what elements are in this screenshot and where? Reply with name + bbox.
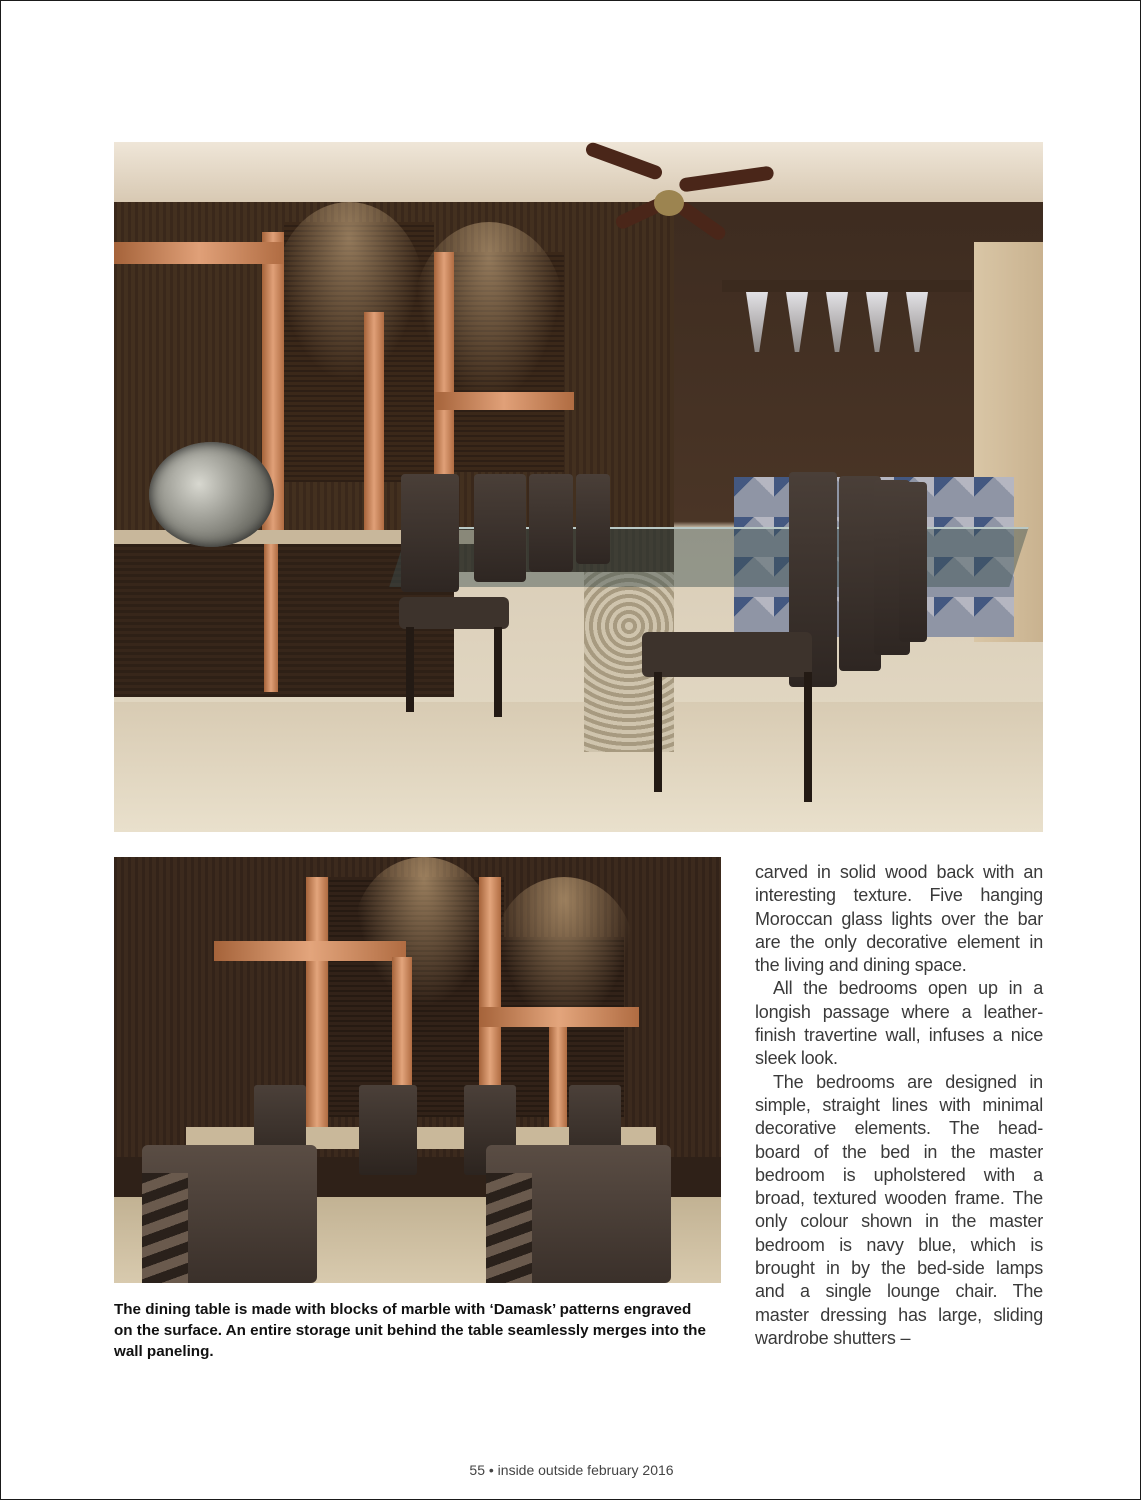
publication-name: inside outside february 2016	[497, 1462, 674, 1478]
chair-back	[474, 474, 526, 582]
chair-back	[401, 474, 459, 592]
pendant-light-bar	[722, 280, 972, 292]
carved-chair-back	[142, 1173, 188, 1283]
body-paragraph: The bedrooms are designed in simple, straight lines with minimal decorative elements. The head-board of the bed in the master bedroom is upholstered with a broad, textured wooden frame. The only colour shown in the master bedroom is navy blue, which is brought in by the bed-side lamps and a single lounge chair. The master dressing has large, sliding wardrobe shutters –	[755, 1071, 1043, 1348]
chair-seat	[642, 632, 812, 677]
page-footer	[1, 1462, 1141, 1478]
copper-strip	[114, 242, 284, 264]
ceiling	[114, 142, 1043, 202]
footer-separator: •	[488, 1462, 494, 1478]
copper-strip	[434, 392, 574, 410]
mosaic-vase	[149, 442, 274, 547]
chair-back	[529, 474, 573, 572]
photo-caption: The dining table is made with blocks of marble with ‘Damask’ patterns engraved on the surface. An entire storage unit behind the table seamlessly merges into the wall paneling.	[114, 1301, 706, 1360]
moroccan-glass-light	[746, 292, 768, 352]
dining-detail-photo	[114, 857, 721, 1283]
chair-leg	[804, 672, 812, 802]
chair-back	[576, 474, 610, 564]
copper-strip	[549, 1027, 567, 1127]
body-paragraph: carved in solid wood back with an interesting texture. Five hanging Moroccan glass lights over the bar are the only decorative element in the living and dining space.	[755, 862, 1043, 976]
chair-seat	[399, 597, 509, 629]
spotlight-glow	[354, 857, 494, 1007]
moroccan-glass-light	[906, 292, 928, 352]
dining-room-photo	[114, 142, 1043, 832]
copper-strip	[306, 877, 328, 1127]
moroccan-glass-light	[826, 292, 848, 352]
marble-floor	[114, 702, 1043, 832]
copper-strip	[479, 1007, 639, 1027]
article-body	[755, 861, 1043, 1350]
chair-leg	[494, 627, 502, 717]
spotlight-glow	[494, 877, 634, 1027]
carved-chair-back	[486, 1173, 532, 1283]
copper-strip	[214, 941, 406, 961]
copper-strip	[364, 312, 384, 532]
chair-back	[899, 482, 927, 642]
page-number: 55	[469, 1462, 485, 1478]
chair-leg	[654, 672, 662, 792]
copper-strip	[264, 542, 278, 692]
body-paragraph: All the bedrooms open up in a longish passage where a leather-finish travertine wall, infuses a nice sleek look.	[755, 978, 1043, 1069]
moroccan-glass-light	[866, 292, 888, 352]
chair-back	[359, 1085, 417, 1175]
chair-leg	[406, 627, 414, 712]
moroccan-glass-light	[786, 292, 808, 352]
ceiling-fan	[654, 190, 684, 216]
spotlight-glow	[274, 202, 424, 382]
